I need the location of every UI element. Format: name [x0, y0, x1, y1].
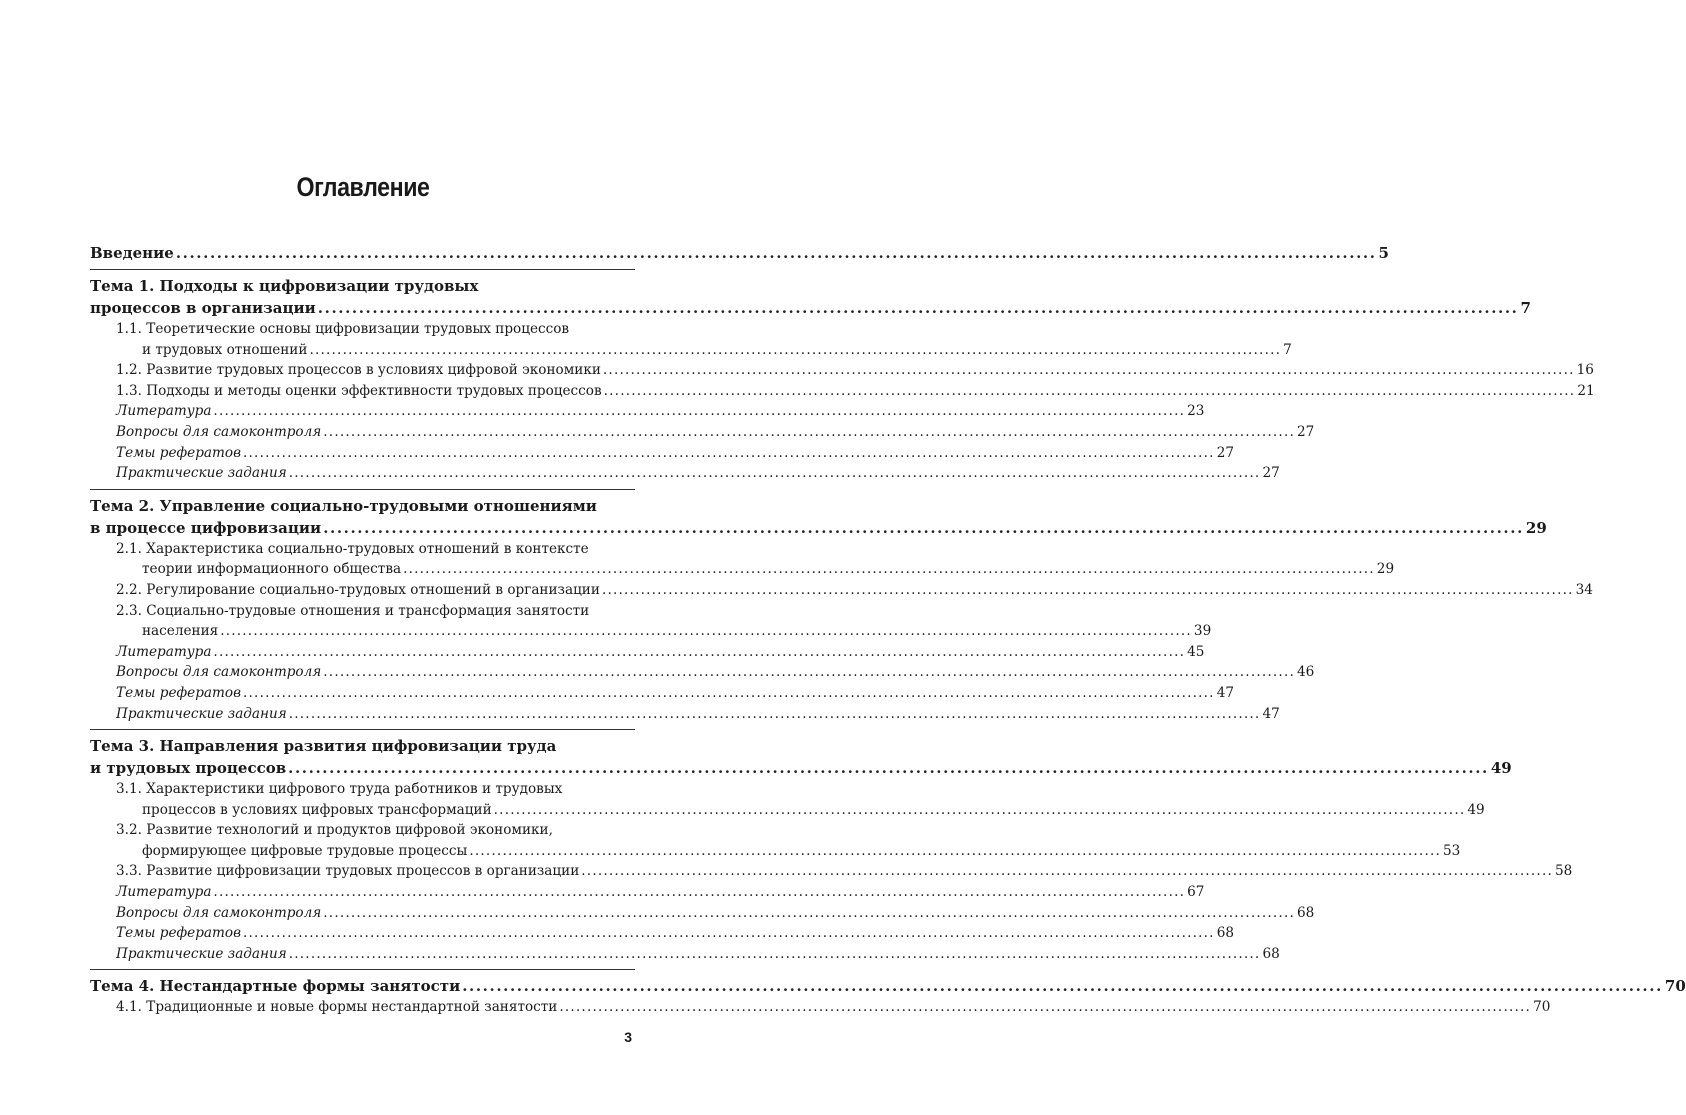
toc-entry[interactable] — [90, 923, 1235, 944]
toc-entry-page: 58 — [1555, 863, 1573, 880]
toc-theme-title-cont: в процессе цифровизации — [90, 518, 322, 537]
toc-theme-title: Тема 4. Нестандартные формы занятости — [90, 977, 461, 996]
divider — [90, 489, 635, 490]
dot-leader: ................................................................................................................................................................................ — [323, 518, 1524, 537]
toc-entry-page: 7 — [1283, 341, 1292, 358]
dot-leader: ................................................................................................................................................................................ — [469, 842, 1442, 859]
toc-entry-label: 2.3. Социально-трудовые отношения и трансформация занятости — [116, 602, 590, 619]
toc-entry-cont[interactable] — [90, 800, 1485, 821]
toc-entry-label: Литература — [116, 403, 212, 420]
toc-entry[interactable] — [90, 463, 1280, 484]
toc-entry[interactable] — [90, 422, 1315, 443]
toc-entry-label: Темы рефератов — [116, 684, 241, 701]
toc-entry-label: Практические задания — [116, 465, 287, 482]
dot-leader: ................................................................................................................................................................................ — [243, 444, 1215, 461]
page-title: Оглавление — [296, 172, 430, 202]
toc-theme — [90, 735, 1573, 964]
toc-theme-title-cont: и трудовых процессов — [90, 759, 287, 778]
toc-theme-heading-line1[interactable] — [90, 275, 635, 297]
toc-entry[interactable] — [90, 381, 1595, 402]
toc-entry-label: Вопросы для самоконтроля — [116, 423, 322, 440]
toc-entry-label-cont: теории информационного общества — [142, 561, 402, 578]
toc-theme — [90, 275, 1595, 484]
dot-leader: ................................................................................................................................................................................ — [323, 904, 1295, 921]
toc-entry-page: 21 — [1577, 382, 1595, 399]
dot-leader: ................................................................................................................................................................................ — [175, 244, 1377, 262]
toc-entry-intro[interactable] — [90, 242, 1389, 264]
toc-entry-page: 7 — [1520, 299, 1531, 317]
toc-entry-page: 34 — [1575, 581, 1593, 598]
divider — [90, 969, 635, 970]
toc-theme-heading-line2[interactable] — [90, 517, 1547, 539]
divider — [90, 729, 635, 730]
toc-entry[interactable] — [90, 662, 1315, 683]
toc-entry-page: 68 — [1216, 925, 1235, 942]
toc-entry[interactable] — [90, 779, 635, 800]
toc-entry[interactable] — [90, 539, 635, 560]
toc-entry-page: 68 — [1262, 945, 1280, 962]
toc-entry-page: 27 — [1216, 444, 1235, 461]
dot-leader: ................................................................................................................................................................................ — [213, 403, 1186, 420]
toc-entry-label: 3.1. Характеристики цифрового труда работников и трудовых — [116, 781, 563, 798]
toc-theme-title: Тема 1. Подходы к цифровизации трудовых — [90, 277, 479, 295]
toc-entry-page: 68 — [1297, 904, 1315, 921]
toc-entry-label: 1.2. Развитие трудовых процессов в условиях цифровой экономики — [116, 362, 601, 379]
toc-entry[interactable] — [90, 683, 1235, 704]
page-number: 3 — [624, 1029, 632, 1045]
toc-entry[interactable] — [90, 944, 1280, 965]
toc-theme-title: Тема 3. Направления развития цифровизации труда — [90, 737, 557, 756]
toc-entry-label: Литература — [116, 643, 212, 660]
toc-entry[interactable] — [90, 580, 1593, 601]
toc-entry[interactable] — [90, 443, 1235, 464]
dot-leader: ................................................................................................................................................................................ — [323, 664, 1295, 681]
toc-entry-page: 47 — [1262, 705, 1280, 722]
toc-entry[interactable] — [90, 882, 1205, 903]
toc-entry-page: 27 — [1297, 423, 1315, 440]
toc-entry-label: Вопросы для самоконтроля — [116, 904, 322, 921]
toc-entry-label-cont: процессов в условиях цифровых трансформаций — [142, 801, 492, 818]
toc-theme-title: Тема 2. Управление социально-трудовыми отношениями — [90, 496, 597, 515]
toc-entry-label: 3.2. Развитие технологий и продуктов цифровой экономики, — [116, 822, 553, 839]
toc-entry-cont[interactable] — [90, 559, 1395, 580]
toc-entry-page: 46 — [1297, 664, 1315, 681]
toc-theme-heading-line1[interactable] — [90, 495, 635, 517]
toc-entry-page: 49 — [1467, 801, 1485, 818]
divider — [90, 269, 635, 270]
toc-entry[interactable] — [90, 601, 635, 622]
dot-leader: ................................................................................................................................................................................ — [403, 561, 1375, 578]
dot-leader: ................................................................................................................................................................................ — [323, 423, 1295, 440]
dot-leader: ................................................................................................................................................................................ — [309, 341, 1282, 358]
toc-entry-page: 29 — [1376, 561, 1395, 578]
dot-leader: ................................................................................................................................................................................ — [493, 801, 1466, 818]
toc-entry[interactable] — [90, 319, 635, 340]
toc-entry-page: 67 — [1187, 884, 1205, 901]
toc-entry-page: 16 — [1576, 362, 1594, 379]
toc-entry-label: 1.3. Подходы и методы оценки эффективности трудовых процессов — [116, 382, 602, 399]
toc-entry-page: 39 — [1193, 623, 1212, 640]
toc-entry-label: Темы рефератов — [116, 444, 241, 461]
toc-entry-label: Темы рефератов — [116, 925, 241, 942]
toc-entry-label: 4.1. Традиционные и новые формы нестандартной занятости — [116, 999, 558, 1016]
toc-entry-label: 2.2. Регулирование социально-трудовых отношений в организации — [116, 581, 600, 598]
dot-leader: ................................................................................................................................................................................ — [603, 382, 1576, 399]
dot-leader: ................................................................................................................................................................................ — [220, 623, 1192, 640]
toc-entry-cont[interactable] — [90, 841, 1461, 862]
toc-entry[interactable] — [90, 820, 635, 841]
toc-entry[interactable] — [90, 704, 1280, 725]
dot-leader: ................................................................................................................................................................................ — [288, 705, 1261, 722]
toc-entry-cont[interactable] — [90, 621, 1212, 642]
toc-entry-label: Введение — [90, 244, 174, 262]
dot-leader: ................................................................................................................................................................................ — [602, 362, 1575, 379]
dot-leader: ................................................................................................................................................................................ — [559, 999, 1532, 1016]
toc-entry-label: Вопросы для самоконтроля — [116, 664, 322, 681]
toc-entry-label: Практические задания — [116, 945, 287, 962]
dot-leader: ................................................................................................................................................................................ — [317, 299, 1519, 317]
toc-entry[interactable] — [90, 861, 1573, 882]
toc-theme-heading-line2[interactable] — [90, 757, 1512, 779]
dot-leader: ................................................................................................................................................................................ — [288, 945, 1261, 962]
dot-leader: ................................................................................................................................................................................ — [213, 884, 1186, 901]
toc-entry[interactable] — [90, 401, 1205, 422]
table-of-contents — [90, 242, 1686, 1018]
toc-entry-page: 47 — [1216, 684, 1235, 701]
toc-entry-label: 3.3. Развитие цифровизации трудовых процессов в организации — [116, 863, 580, 880]
toc-entry-page: 49 — [1490, 759, 1512, 778]
toc-entry[interactable] — [90, 360, 1594, 381]
toc-entry-page: 29 — [1525, 518, 1547, 537]
toc-theme-heading-line1[interactable] — [90, 735, 635, 757]
toc-entry-label: 2.1. Характеристика социально-трудовых отношений в контексте — [116, 540, 589, 557]
toc-theme — [90, 495, 1593, 724]
toc-entry-page: 53 — [1443, 842, 1461, 859]
dot-leader: ................................................................................................................................................................................ — [243, 684, 1215, 701]
toc-entry-label-cont: и трудовых отношений — [142, 341, 308, 358]
toc-entry-page: 70 — [1533, 999, 1551, 1016]
toc-entry-page: 70 — [1664, 977, 1686, 996]
dot-leader: ................................................................................................................................................................................ — [243, 925, 1215, 942]
dot-leader: ................................................................................................................................................................................ — [462, 977, 1663, 996]
toc-entry-page: 45 — [1187, 643, 1205, 660]
dot-leader: ................................................................................................................................................................................ — [288, 759, 1489, 778]
toc-entry-page: 5 — [1378, 244, 1389, 262]
toc-entry[interactable] — [90, 642, 1205, 663]
dot-leader: ................................................................................................................................................................................ — [288, 465, 1261, 482]
toc-theme-title-cont: процессов в организации — [90, 299, 316, 317]
toc-entry-label: Практические задания — [116, 705, 287, 722]
toc-entry[interactable] — [90, 997, 1551, 1018]
toc-entry-label-cont: формирующее цифровые трудовые процессы — [142, 842, 468, 859]
toc-entry-page: 27 — [1262, 465, 1280, 482]
toc-entry-label: 1.1. Теоретические основы цифровизации трудовых процессов — [116, 321, 570, 337]
toc-entry-label: Литература — [116, 884, 212, 901]
dot-leader: ................................................................................................................................................................................ — [213, 643, 1186, 660]
toc-entry-cont[interactable] — [90, 340, 1292, 361]
dot-leader: ................................................................................................................................................................................ — [581, 863, 1553, 880]
toc-theme-heading-line2[interactable] — [90, 297, 1531, 319]
toc-entry[interactable] — [90, 903, 1315, 924]
toc-entry-page: 23 — [1187, 403, 1205, 420]
toc-theme — [90, 975, 1686, 1018]
dot-leader: ................................................................................................................................................................................ — [601, 581, 1574, 598]
toc-theme-heading-line1[interactable] — [90, 975, 1686, 997]
toc-entry-label-cont: населения — [142, 623, 219, 640]
